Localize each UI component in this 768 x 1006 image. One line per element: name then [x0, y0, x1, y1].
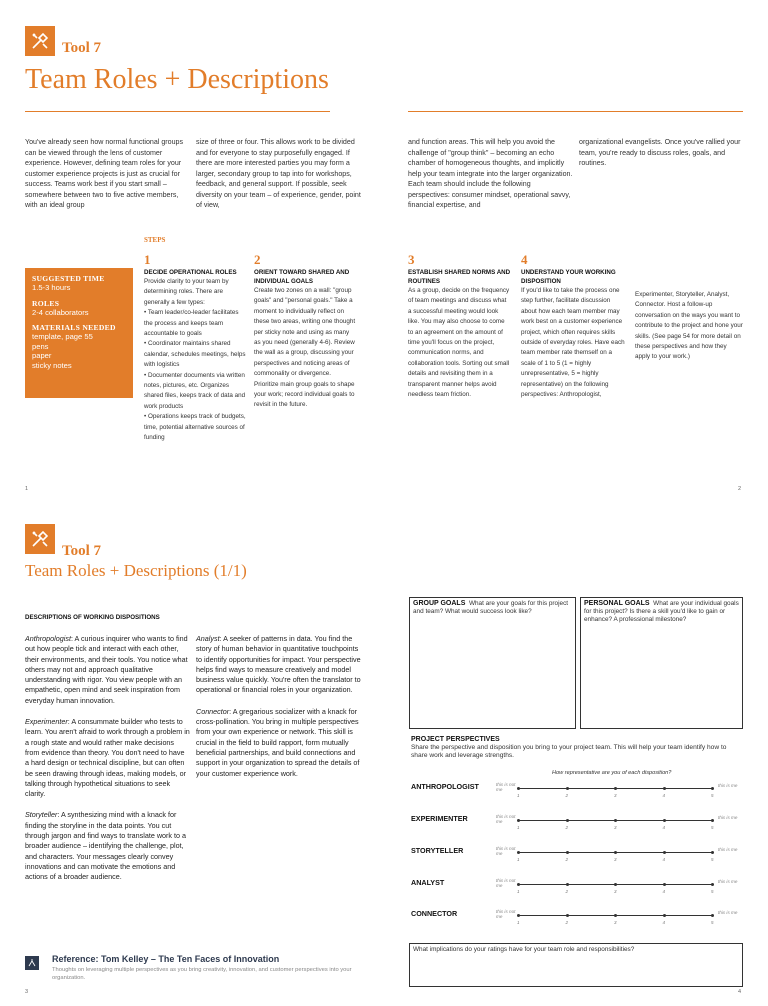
- roles-value: 2-4 collaborators: [32, 307, 89, 317]
- disposition-experimenter: [25, 717, 190, 799]
- step-1: [144, 253, 247, 444]
- time-value: 1.5-3 hours: [32, 283, 71, 292]
- step-heading: UNDERSTAND YOUR WORKING DISPOSITION: [521, 269, 616, 285]
- scale-tick[interactable]: [663, 819, 666, 822]
- perspective-name: ANTHROPOLOGIST: [411, 782, 479, 791]
- scale-tick[interactable]: [614, 819, 617, 822]
- scale-tick[interactable]: [517, 914, 520, 917]
- scale-number: 2: [565, 920, 569, 925]
- rating-scale[interactable]: [517, 788, 714, 798]
- step-body: If you'd like to take the process one step further, facilitate discussion about how each team member may work best on a customer experience project, which often requires skills outside of everyday roles. Have each team member rate themself on a scale of 1 to 5 (1 = highly unrepresentative, 5 = highly representative) on the following perspectives: Anthropologist,: [521, 287, 625, 399]
- tools-icon: [25, 524, 55, 554]
- scale-number: 2: [565, 889, 569, 894]
- scale-tick[interactable]: [711, 819, 714, 822]
- scale-tick[interactable]: [711, 883, 714, 886]
- scale-number: 4: [662, 825, 666, 830]
- material-item: template, page 55: [32, 332, 93, 341]
- scale-number: 3: [614, 889, 617, 894]
- scale-number: 5: [711, 920, 714, 925]
- scale-number: 1: [517, 920, 520, 925]
- scale-tick[interactable]: [614, 914, 617, 917]
- step-heading: DECIDE OPERATIONAL ROLES: [144, 269, 237, 276]
- scale-tick[interactable]: [517, 883, 520, 886]
- scale-tick[interactable]: [711, 787, 714, 790]
- scale-number: 1: [517, 825, 520, 830]
- material-item: pens: [32, 341, 49, 351]
- scale-tick[interactable]: [566, 851, 569, 854]
- time-heading: SUGGESTED TIME: [32, 274, 105, 283]
- scale-left-label: this is not me: [496, 909, 516, 919]
- rating-scale[interactable]: [517, 820, 714, 830]
- step-number: 1: [144, 252, 151, 267]
- scale-number: 4: [662, 889, 666, 894]
- step-number: 3: [408, 252, 415, 267]
- disposition-analyst: [196, 634, 361, 696]
- scale-number: 3: [614, 825, 617, 830]
- perspective-name: CONNECTOR: [411, 909, 458, 918]
- perspective-name: EXPERIMENTER: [411, 814, 468, 823]
- step-heading: ORIENT TOWARD SHARED AND INDIVIDUAL GOALS: [254, 269, 350, 285]
- scale-right-label: this is me: [718, 879, 738, 884]
- material-item: sticky notes: [32, 360, 72, 370]
- rating-scale[interactable]: [517, 852, 714, 862]
- scale-number: 1: [517, 889, 520, 894]
- scale-number: 5: [711, 793, 714, 798]
- disposition-name: Storyteller: [25, 810, 58, 820]
- step-body: As a group, decide on the frequency of team meetings and discuss what a successful meeting would look like. You may also choose to come to an agreement on the amount of time you'll focus on the project, communication norms, and collaboration tools. Sorting out small details and revisiting them in a transparent manner helps avoid needless team friction.: [408, 287, 510, 399]
- disposition-storyteller: [25, 810, 190, 882]
- disposition-text: : A curious inquirer who wants to find out how people tick and interact with each other, their environments, and their tools. You notice what others may not and approach qualitative understanding with rigor. You view people with an empathetic, open mind and seek inspiration from everyday human innovation.: [25, 634, 188, 705]
- scale-number: 3: [614, 793, 617, 798]
- group-goals-box[interactable]: [409, 597, 576, 729]
- implications-box[interactable]: [409, 943, 743, 987]
- group-goals-heading: GROUP GOALS: [413, 600, 466, 607]
- scale-tick[interactable]: [517, 787, 520, 790]
- scale-tick[interactable]: [711, 914, 714, 917]
- scale-tick[interactable]: [566, 787, 569, 790]
- disposition-text: : A seeker of patterns in data. You find the story of human behavior in quantitative touchpoints to identify opportunities for impact. Your perspective helps find ways to measure creatively and model business value quickly. You're often the translator to operational or financial roles in your organization.: [196, 634, 361, 695]
- scale-number: 4: [662, 857, 666, 862]
- scale-question: How representative are you of each disposition?: [552, 770, 672, 776]
- dispositions-col-right: [196, 634, 361, 790]
- scale-tick[interactable]: [517, 819, 520, 822]
- scale-tick[interactable]: [614, 787, 617, 790]
- scale-number: 3: [614, 857, 617, 862]
- scale-tick[interactable]: [663, 787, 666, 790]
- perspective-name: STORYTELLER: [411, 846, 464, 855]
- step-4: [521, 253, 625, 400]
- disposition-text: : A gregarious socializer with a knack for cross-pollination. You bring in multiple perspectives from your own experience or network. This skill is crucial in the field to build rapport, form mutually beneficial partnerships, and build connections and support in your organization to spread the details of your customer experience work.: [196, 706, 360, 778]
- material-item: paper: [32, 351, 52, 360]
- intro-col-2: size of three or four. This allows work to be divided and for everyone to stay purposefully engaged. If there are more interested parties you may form a larger, secondary group to tap into for workshops, feedback, and general support. If possible, seek diversity on your team – of experience, gender, point of view,: [196, 138, 361, 209]
- scale-number: 4: [662, 793, 666, 798]
- page-number: 3: [25, 989, 29, 995]
- scale-number: 2: [565, 857, 569, 862]
- scale-tick[interactable]: [566, 883, 569, 886]
- step-heading: ESTABLISH SHARED NORMS AND ROUTINES: [408, 269, 511, 285]
- implications-question: What implications do your ratings have for your team role and responsibilities?: [413, 946, 635, 953]
- disposition-name: Experimenter: [25, 717, 68, 727]
- step-4-continued: Experimenter, Storyteller, Analyst, Connector. Host a follow-up conversation on the ways you want to contribute to the project and hone your skills. (See page 54 for more detail on these perspectives and how they apply to your work.): [635, 291, 743, 361]
- reference-title: Reference: Tom Kelley – The Ten Faces of Innovation: [52, 954, 280, 964]
- step-number: 2: [254, 252, 261, 267]
- scale-tick[interactable]: [566, 819, 569, 822]
- rating-scale[interactable]: [517, 915, 714, 925]
- tool-label: Tool 7: [62, 543, 102, 559]
- scale-left-label: this is not me: [496, 782, 516, 792]
- scale-left-label: this is not me: [496, 846, 516, 856]
- intro-col-3: and function areas. This will help you avoid the challenge of "group think" – becoming an echo chamber of homogeneous thoughts, and implicitly help your team integrate into the larger organization. Each team should include the following perspectives: consumer mindset, operational savvy, financial expertise, and: [408, 138, 573, 209]
- steps-label: STEPS: [144, 236, 166, 244]
- title-rule-right: [408, 111, 743, 112]
- scale-number: 5: [711, 889, 714, 894]
- reference-icon: [25, 956, 39, 970]
- disposition-name: Analyst: [196, 634, 220, 643]
- sidebar-info: [25, 268, 133, 398]
- title-rule: [25, 111, 330, 112]
- scale-number: 2: [565, 825, 569, 830]
- tool-label: Tool 7: [62, 40, 102, 56]
- scale-tick[interactable]: [663, 914, 666, 917]
- personal-goals-box[interactable]: [580, 597, 743, 729]
- dispositions-heading: DESCRIPTIONS OF WORKING DISPOSITIONS: [25, 614, 160, 621]
- scale-tick[interactable]: [711, 851, 714, 854]
- scale-number: 5: [711, 857, 714, 862]
- scale-tick[interactable]: [663, 851, 666, 854]
- scale-left-label: this is not me: [496, 814, 516, 824]
- perspective-name: ANALYST: [411, 878, 445, 887]
- page-number: 2: [738, 486, 742, 492]
- scale-left-label: this is not me: [496, 878, 516, 888]
- scale-number: 1: [517, 857, 520, 862]
- scale-right-label: this is me: [718, 910, 738, 915]
- intro-col-1: You've already seen how normal functional groups can be viewed through the lens of customer experience. However, defining team roles for your customer experience projects is just as crucial for success. Teams work best if you start small – somewhere between two to five active members, with an ideal group: [25, 138, 184, 209]
- page-number: 4: [738, 989, 742, 995]
- group-goals-question: What are your goals for this project and team? What would success look like?: [413, 600, 569, 615]
- step-number: 4: [521, 252, 528, 267]
- personal-goals-heading: PERSONAL GOALS: [584, 600, 650, 607]
- perspectives-intro: Share the perspective and disposition you bring to your project team. This will help your team identify how to share work and leverage strengths.: [411, 744, 727, 759]
- scale-number: 4: [662, 920, 666, 925]
- scale-tick[interactable]: [614, 883, 617, 886]
- page-subtitle: Team Roles + Descriptions (1/1): [25, 561, 247, 580]
- dispositions-col-left: [25, 634, 190, 894]
- scale-tick[interactable]: [614, 851, 617, 854]
- step-3: [408, 253, 511, 400]
- scale-tick[interactable]: [566, 914, 569, 917]
- scale-number: 3: [614, 920, 617, 925]
- materials-heading: MATERIALS NEEDED: [32, 323, 116, 332]
- page-number: 1: [25, 486, 29, 492]
- scale-number: 2: [565, 793, 569, 798]
- scale-tick[interactable]: [663, 883, 666, 886]
- scale-right-label: this is me: [718, 847, 738, 852]
- disposition-name: Anthropologist: [25, 634, 71, 643]
- roles-heading: ROLES: [32, 298, 60, 308]
- disposition-text: : A consummate builder who tests to learn. You aren't afraid to work through a problem in a rough state and would rather make decisions from evidence than theory. You don't need to have a hard design or technical discipline, but can often be seen drawing through ideas, making models, or talking through hypothetical situations to seek clarity.: [25, 717, 190, 799]
- intro-col-4: organizational evangelists. Once you've rallied your team, you're ready to discuss roles, goals, and routines.: [579, 138, 741, 167]
- scale-right-label: this is me: [718, 815, 738, 820]
- scale-number: 5: [711, 825, 714, 830]
- perspectives-heading: PROJECT PERSPECTIVES: [411, 736, 500, 743]
- page-title: Team Roles + Descriptions: [25, 64, 329, 95]
- scale-number: 1: [517, 793, 520, 798]
- reference-text: Thoughts on leveraging multiple perspectives as you bring creativity, innovation, and customer perspectives into your organization.: [52, 967, 352, 981]
- step-body: Create two zones on a wall: "group goals" and "personal goals." Take a moment to individually reflect on these two areas, writing one thought per sticky note and using as many as you need (generally 4-6). Review the wall as a group, discussing your perspectives and noticing areas of commonality or divergence. Prioritize main group goals to shape your work; record individual goals to revisit in the future.: [254, 287, 356, 409]
- scale-tick[interactable]: [517, 851, 520, 854]
- rating-scale[interactable]: [517, 884, 714, 894]
- disposition-name: Connector: [196, 706, 230, 716]
- step-body: Provide clarity to your team by determining roles. There are generally a few types: • Team leader/co-leader facilitates the process and keeps team accountable to goals • Coordinator maintains shared calendar, schedules meetings, helps with logistics • Documenter documents via written notes, pictures, etc. Organizes shared files, keeps track of data and work products • Operations keeps track of budgets, time, potential alternative sources of funding: [144, 278, 246, 442]
- step-2: [254, 253, 357, 411]
- tools-icon: [25, 26, 55, 56]
- disposition-connector: [196, 707, 361, 779]
- disposition-text: : A synthesizing mind with a knack for finding the storyline in the data points. You cut through jargon and find ways to translate work to a broader audience – identifying the challenge, plot, and characters. Your messages clearly convey innovations and can motivate the emotions and actions of a broader audience.: [25, 810, 187, 882]
- disposition-anthropologist: [25, 634, 190, 706]
- scale-right-label: this is me: [718, 783, 738, 788]
- personal-goals-question: What are your individual goals for this project? Is there a skill you'd like to gain or enhance? A professional milestone?: [584, 600, 739, 623]
